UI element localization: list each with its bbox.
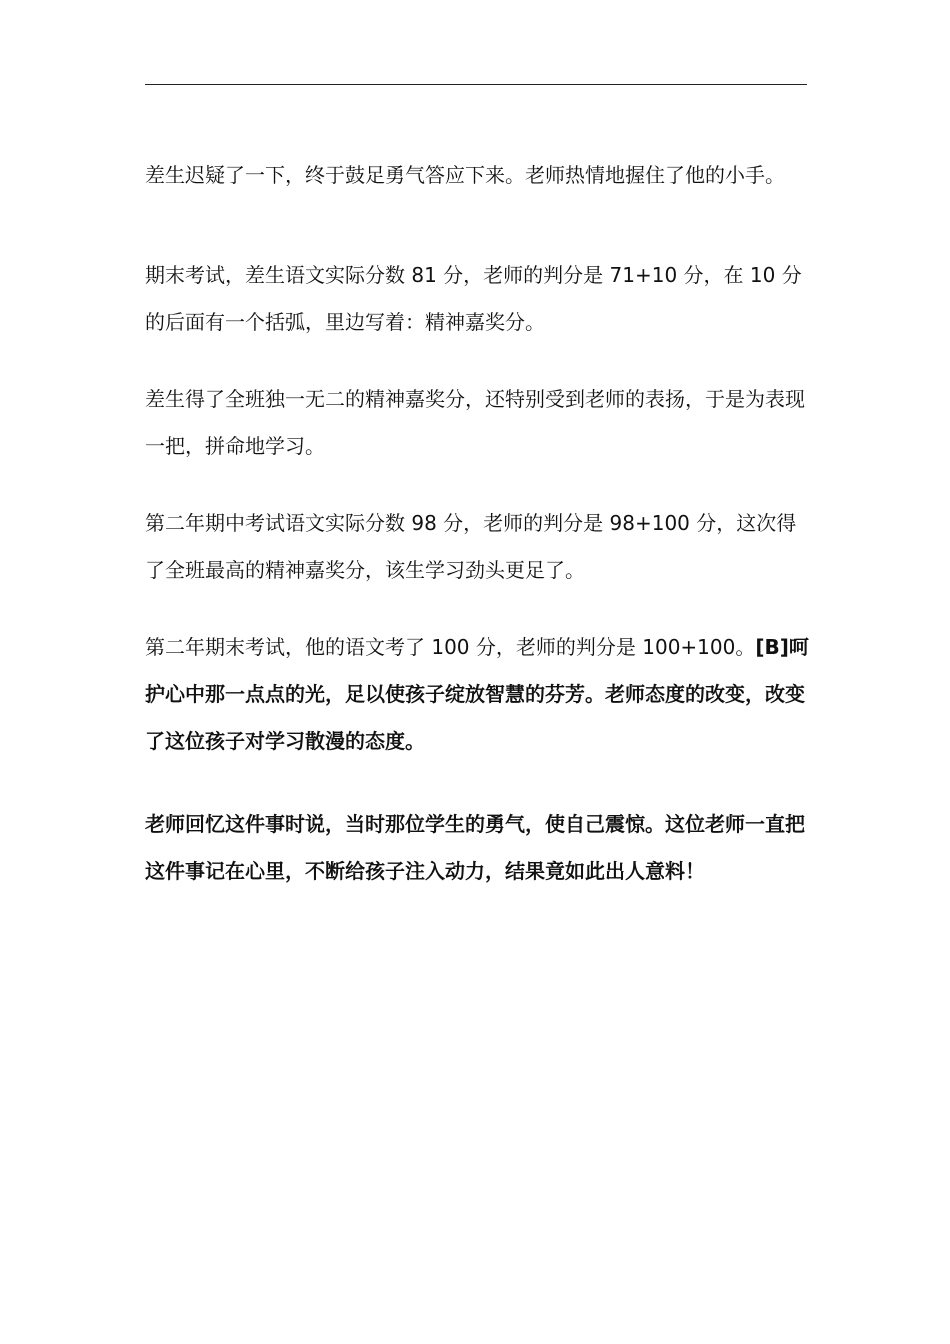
paragraph-5-normal-text: 第二年期末考试，他的语文考了 100 分，老师的判分是 100+100。 xyxy=(145,635,756,659)
paragraph-5-bold-text: [B]呵护心中那一点点的光，足以使孩子绽放智慧的芬芳。老师态度的改变，改变了这位孩子对学习散漫的态度。 xyxy=(145,635,809,753)
paragraph-4: 第二年期中考试语文实际分数 98 分，老师的判分是 98+100 分，这次得了全班最高的精神嘉奖分，该生学习劲头更足了。 xyxy=(145,511,797,582)
paragraph-1: 差生迟疑了一下，终于鼓足勇气答应下来。老师热情地握住了他的小手。 xyxy=(145,163,785,187)
paragraph-5 xyxy=(145,624,811,765)
paragraph-6: 老师回忆这件事时说，当时那位学生的勇气，使自己震惊。这位老师一直把这件事记在心里，不断给孩子注入动力，结果竟如此出人意料！ xyxy=(145,812,805,883)
paragraph-3: 差生得了全班独一无二的精神嘉奖分，还特别受到老师的表扬，于是为表现一把，拼命地学习。 xyxy=(145,387,805,458)
paragraph-2: 期末考试，差生语文实际分数 81 分，老师的判分是 71+10 分，在 10 分的后面有一个括弧，里边写着：精神嘉奖分。 xyxy=(145,263,802,334)
header-rule xyxy=(145,84,807,85)
